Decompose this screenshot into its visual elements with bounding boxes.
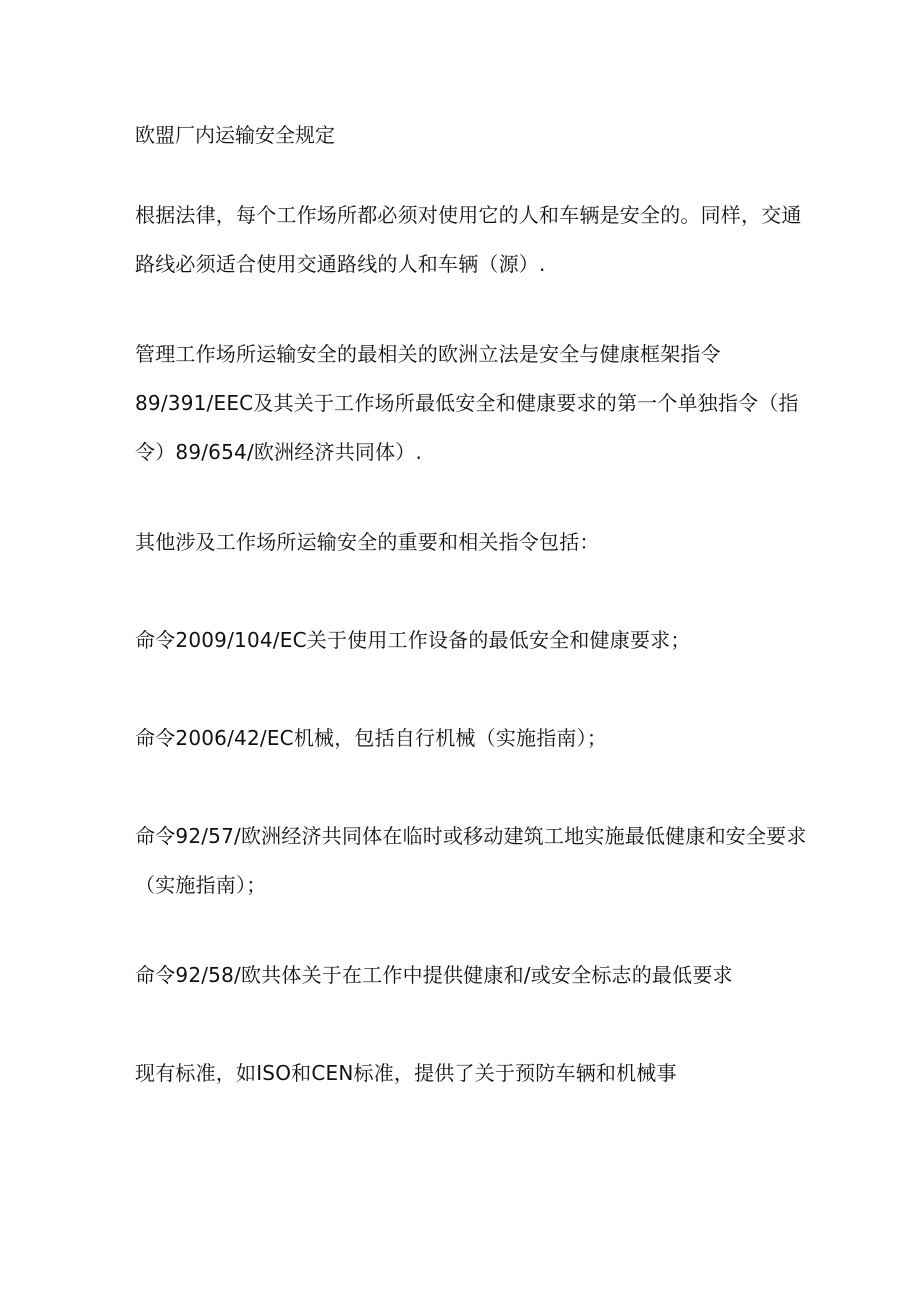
paragraph-standards: 现有标准，如ISO和CEN标准，提供了关于预防车辆和机械事 <box>135 1061 677 1085</box>
paragraph-directive-2006-42: 命令2006/42/EC机械，包括自行机械（实施指南）； <box>135 726 608 750</box>
document-title: 欧盟厂内运输安全规定 <box>135 123 335 147</box>
paragraph-directive-92-58: 命令92/58/欧共体关于在工作中提供健康和/或安全标志的最低要求 <box>135 963 733 987</box>
paragraph-other-directives-intro: 其他涉及工作场所运输安全的重要和相关指令包括： <box>135 530 600 554</box>
paragraph-legal-safety: 根据法律，每个工作场所都必须对使用它的人和车辆是安全的。同样，交通路线必须适合使用交通路线的人和车辆（源）. <box>135 203 802 276</box>
paragraph-directive-92-57: 命令92/57/欧洲经济共同体在临时或移动建筑工地实施最低健康和安全要求（实施指南）； <box>135 824 807 897</box>
paragraph-framework-directive: 管理工作场所运输安全的最相关的欧洲立法是安全与健康框架指令89/391/EEC及其关于工作场所最低安全和健康要求的第一个单独指令（指令）89/654/欧洲经济共同体）. <box>135 342 799 464</box>
document-body <box>135 118 815 1147</box>
paragraph-directive-2009-104: 命令2009/104/EC关于使用工作设备的最低安全和健康要求； <box>135 628 691 652</box>
